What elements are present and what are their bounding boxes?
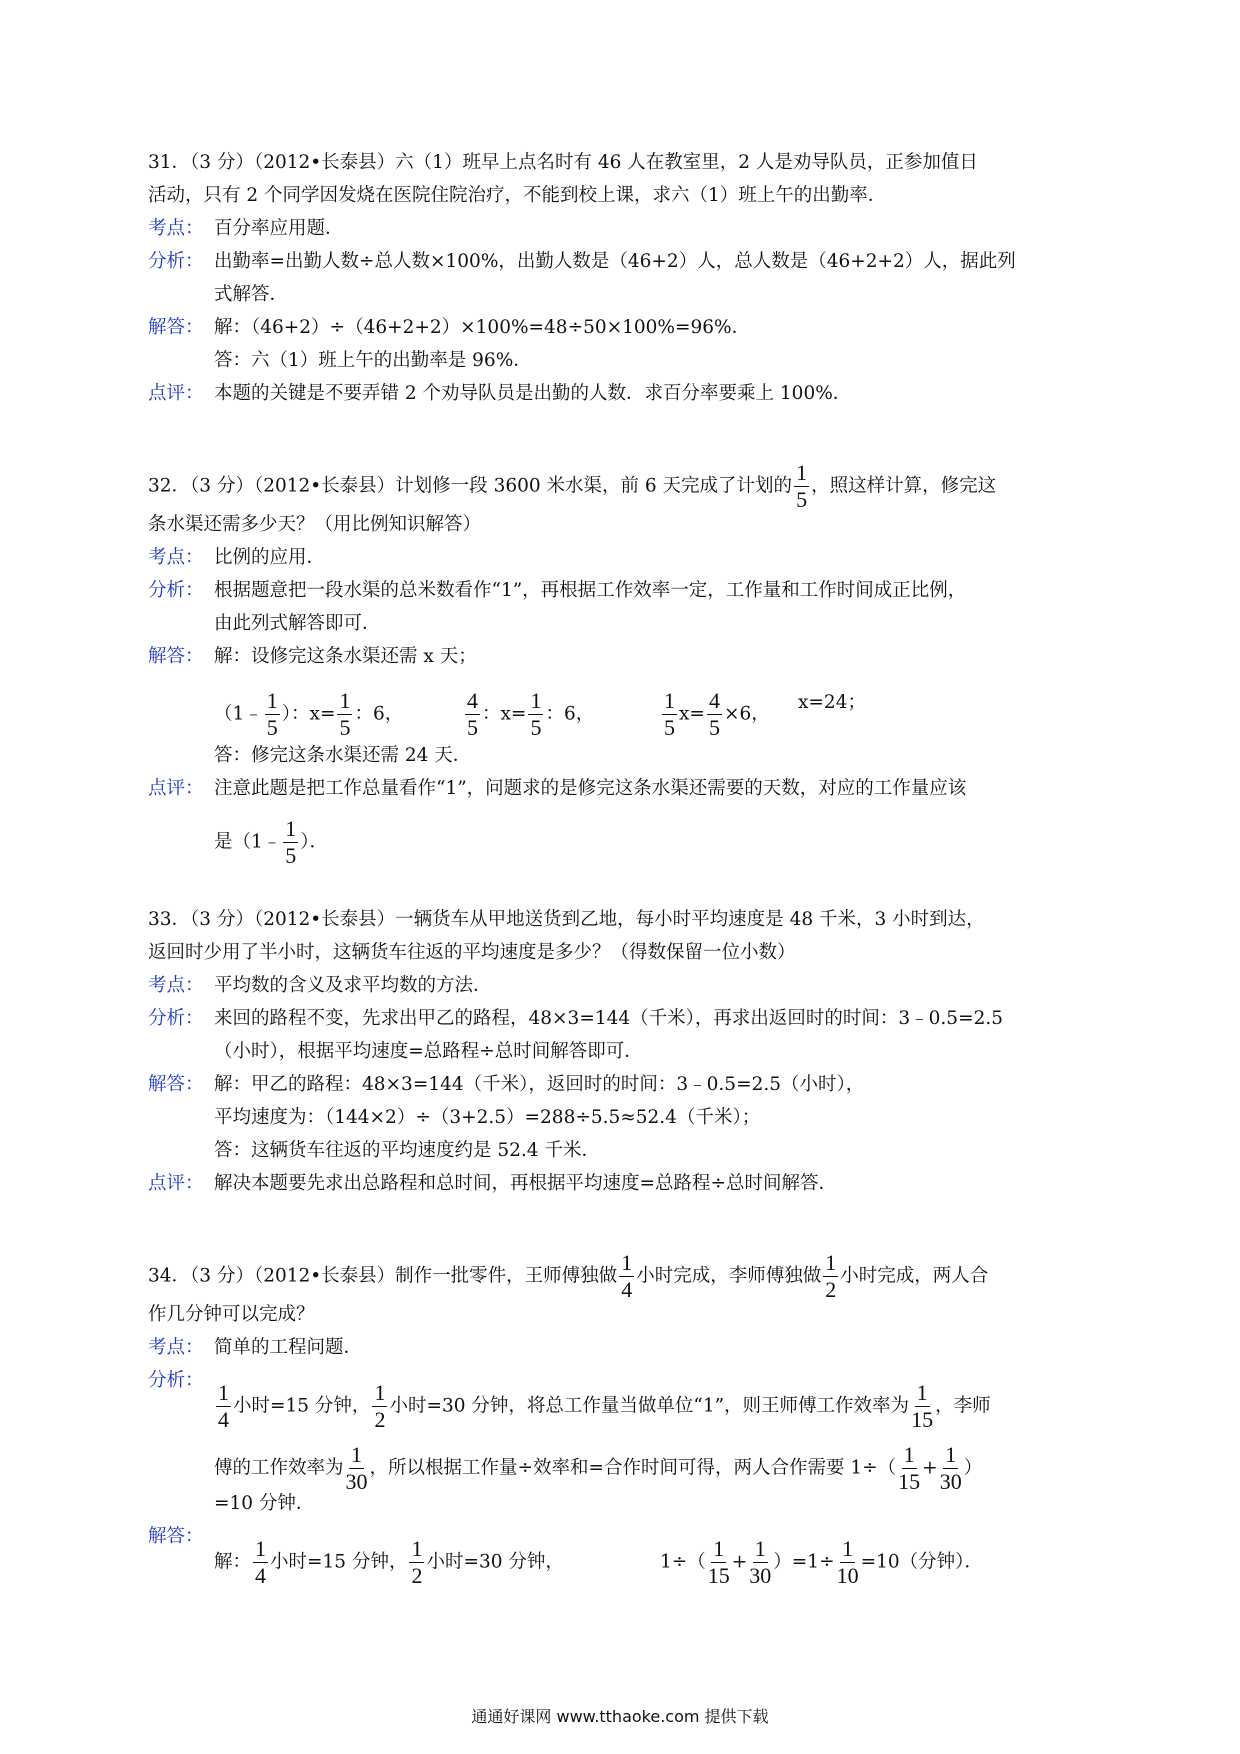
fraction-numerator: 1 bbox=[903, 1442, 915, 1467]
text-segment: 34．（3 分）（2012•长泰县）制作一批零件，王师傅独做 bbox=[148, 1265, 618, 1287]
fraction-numerator: 1 bbox=[621, 1250, 633, 1275]
q32-fenxi-line-2: 由此列式解答即可． bbox=[214, 613, 381, 634]
fraction-denominator: 15 bbox=[911, 1407, 934, 1432]
text-segment: ，照这样计算，修完这 bbox=[811, 475, 997, 497]
q34-kaodian-label: 考点： bbox=[148, 1337, 204, 1358]
q34-text-line-2: 作几分钟可以完成？ bbox=[148, 1304, 315, 1325]
text-segment: （1﹣ bbox=[214, 703, 263, 725]
text-segment: =10（分钟）． bbox=[860, 1551, 983, 1573]
text-segment: 小时完成，李师傅独做 bbox=[636, 1265, 822, 1287]
q33-dianping: 解决本题要先求出总路程和总时间，再根据平均速度=总路程÷总时间解答． bbox=[214, 1173, 838, 1194]
q33-fenxi-line-2: （小时），根据平均速度=总路程÷总时间解答即可． bbox=[214, 1041, 643, 1062]
q33-kaodian: 平均数的含义及求平均数的方法． bbox=[214, 975, 492, 996]
text-segment: 小时=30 分钟， bbox=[426, 1551, 564, 1573]
fraction-numerator: 1 bbox=[351, 1442, 363, 1467]
q32-equation-3 bbox=[660, 690, 770, 739]
q31-dianping: 本题的关键是不要弄错 2 个劝导队员是出勤的人数．求百分率要乘上 100%． bbox=[214, 383, 852, 404]
text-segment: + bbox=[731, 1551, 748, 1573]
q34-text-line-1 bbox=[148, 1252, 988, 1301]
q32-kaodian: 比例的应用． bbox=[214, 547, 326, 568]
fraction-1-5 bbox=[662, 690, 677, 739]
fraction-1-30 bbox=[940, 1444, 962, 1493]
fraction-denominator: 5 bbox=[467, 715, 478, 740]
q33-jieda-line-3: 答：这辆货车往返的平均速度约是 52.4 千米． bbox=[214, 1140, 600, 1161]
q31-jieda-line-1: 解：（46+2）÷（46+2+2）×100%=48÷50×100%=96%． bbox=[214, 317, 751, 338]
q33-jieda-label: 解答： bbox=[148, 1074, 204, 1095]
q32-text-line-2: 条水渠还需多少天？（用比例知识解答） bbox=[148, 514, 482, 535]
q32-text-line-1 bbox=[148, 462, 996, 511]
fraction-numerator: 1 bbox=[411, 1536, 423, 1561]
fraction-1-2 bbox=[409, 1538, 424, 1587]
fraction-numerator: 1 bbox=[285, 816, 297, 841]
fraction-denominator: 4 bbox=[621, 1277, 633, 1302]
text-segment: 是（1﹣ bbox=[214, 831, 282, 853]
fraction-numerator: 1 bbox=[339, 688, 351, 713]
fraction-denominator: 5 bbox=[266, 715, 278, 740]
q32-jieda-line-1: 解：设修完这条水渠还需 x 天； bbox=[214, 646, 477, 667]
fraction-numerator: 4 bbox=[708, 688, 720, 713]
fraction-denominator: 30 bbox=[939, 1469, 962, 1494]
q32-equation-1 bbox=[214, 690, 403, 739]
fraction-1-15 bbox=[708, 1538, 730, 1587]
fraction-denominator: 5 bbox=[530, 715, 542, 740]
text-segment: 小时=30 分钟，将总工作量当做单位“1”，则王师傅工作效率为 bbox=[389, 1395, 910, 1417]
fraction-1-5 bbox=[283, 818, 298, 867]
q33-jieda-line-1: 解：甲乙的路程：48×3=144（千米），返回时的时间：3﹣0.5=2.5（小时）， bbox=[214, 1074, 865, 1095]
text-segment: 1÷（ bbox=[660, 1551, 706, 1573]
fraction-denominator: 2 bbox=[411, 1563, 423, 1588]
fraction-1-15 bbox=[898, 1444, 920, 1493]
q32-fenxi-label: 分析： bbox=[148, 580, 204, 601]
fraction-numerator: 1 bbox=[916, 1380, 928, 1405]
text-segment: ） bbox=[963, 1457, 983, 1479]
fraction-1-5 bbox=[528, 690, 543, 739]
fraction-1-5 bbox=[265, 690, 280, 739]
fraction-numerator: 1 bbox=[218, 1380, 229, 1405]
text-segment: ）=1÷ bbox=[773, 1551, 835, 1573]
fraction-1-30 bbox=[346, 1444, 368, 1493]
fraction-denominator: 5 bbox=[664, 715, 675, 740]
fraction-numerator: 1 bbox=[374, 1380, 386, 1405]
q34-fenxi-line-2 bbox=[214, 1444, 982, 1493]
q33-text-line-2: 返回时少用了半小时，这辆货车往返的平均速度是多少？（得数保留一位小数） bbox=[148, 942, 796, 963]
fraction-numerator: 4 bbox=[467, 688, 478, 713]
q33-jieda-line-2: 平均速度为：（144×2）÷（3+2.5）=288÷5.5≈52.4（千米）； bbox=[214, 1107, 761, 1128]
fraction-1-4 bbox=[619, 1252, 634, 1301]
fraction-1-5 bbox=[337, 690, 352, 739]
fraction-numerator: 1 bbox=[255, 1536, 267, 1561]
fraction-denominator: 5 bbox=[708, 715, 720, 740]
q31-fenxi-label: 分析： bbox=[148, 251, 204, 272]
q34-fenxi-line-1 bbox=[214, 1382, 991, 1431]
text-segment: ，李师 bbox=[935, 1395, 991, 1417]
fraction-denominator: 2 bbox=[374, 1407, 386, 1432]
fraction-numerator: 1 bbox=[796, 460, 808, 485]
text-segment: 小时=15 分钟， bbox=[233, 1395, 371, 1417]
fraction-numerator: 1 bbox=[664, 688, 675, 713]
fraction-denominator: 30 bbox=[749, 1563, 772, 1588]
q33-dianping-label: 点评： bbox=[148, 1173, 204, 1194]
q33-text-line-1: 33．（3 分）（2012•长泰县）一辆货车从甲地送货到乙地，每小时平均速度是 48 千米，3 小时到达， bbox=[148, 909, 985, 930]
fraction-numerator: 1 bbox=[530, 688, 542, 713]
q31-fenxi-line-2: 式解答． bbox=[214, 284, 289, 305]
text-segment: ，所以根据工作量÷效率和=合作时间可得，两人合作需要 1÷（ bbox=[369, 1457, 897, 1479]
text-segment: ）：x= bbox=[281, 703, 336, 725]
q32-dianping-line-2 bbox=[214, 818, 328, 867]
q32-dianping-label: 点评： bbox=[148, 778, 204, 799]
fraction-1-2 bbox=[372, 1382, 387, 1431]
q34-jieda-label: 解答： bbox=[148, 1526, 204, 1547]
q31-text-line-2: 活动，只有 2 个同学因发烧在医院住院治疗，不能到校上课，求六（1）班上午的出勤率． bbox=[148, 185, 887, 206]
fraction-denominator: 30 bbox=[345, 1469, 368, 1494]
q31-jieda-line-2: 答：六（1）班上午的出勤率是 96%． bbox=[214, 350, 532, 371]
q32-kaodian-label: 考点： bbox=[148, 547, 204, 568]
q34-jieda-equation bbox=[660, 1538, 983, 1587]
q32-dianping-line-1: 注意此题是把工作总量看作“1”，问题求的是修完这条水渠还需要的天数，对应的工作量应该 bbox=[214, 778, 967, 799]
text-segment: ：x= bbox=[482, 703, 527, 725]
q31-kaodian-label: 考点： bbox=[148, 218, 204, 239]
fraction-1-4 bbox=[253, 1538, 268, 1587]
q32-jieda-label: 解答： bbox=[148, 646, 204, 667]
q33-fenxi-line-1: 来回的路程不变，先求出甲乙的路程，48×3=144（千米），再求出返回时的时间：3﹣0.5=2.5 bbox=[214, 1008, 1003, 1029]
q32-jieda-answer: 答：修完这条水渠还需 24 天． bbox=[214, 745, 472, 766]
fraction-denominator: 5 bbox=[796, 487, 808, 512]
q32-equation-2 bbox=[463, 690, 594, 739]
text-segment: 解： bbox=[214, 1551, 252, 1573]
fraction-numerator: 1 bbox=[945, 1442, 957, 1467]
fraction-4-5 bbox=[465, 690, 480, 739]
fraction-1-30 bbox=[749, 1538, 771, 1587]
page-footer: 通通好课网 www.tthaoke.com 提供下载 bbox=[471, 1707, 769, 1726]
text-segment: ）． bbox=[300, 831, 329, 853]
fraction-denominator: 5 bbox=[339, 715, 351, 740]
fraction-denominator: 15 bbox=[707, 1563, 730, 1588]
q31-text-line-1: 31．（3 分）（2012•长泰县）六（1）班早上点名时有 46 人在教室里，2 人是劝导队员，正参加值日 bbox=[148, 152, 978, 173]
fraction-numerator: 1 bbox=[713, 1536, 725, 1561]
fraction-numerator: 1 bbox=[754, 1536, 766, 1561]
text-segment: 小时完成，两人合 bbox=[840, 1265, 989, 1287]
text-segment: ：6， bbox=[354, 703, 404, 725]
q34-fenxi-line-3: =10 分钟． bbox=[214, 1493, 315, 1514]
fraction-denominator: 15 bbox=[898, 1469, 921, 1494]
fraction-numerator: 1 bbox=[266, 688, 278, 713]
fraction-1-4 bbox=[216, 1382, 231, 1431]
fraction-numerator: 1 bbox=[842, 1536, 854, 1561]
text-segment: x= bbox=[679, 703, 705, 725]
text-segment: + bbox=[922, 1457, 938, 1479]
q32-equation-4: x=24； bbox=[798, 692, 866, 713]
q32-fenxi-line-1: 根据题意把一段水渠的总米数看作“1”，再根据工作效率一定，工作量和工作时间成正比例， bbox=[214, 580, 967, 601]
fraction-4-5 bbox=[707, 690, 722, 739]
q33-kaodian-label: 考点： bbox=[148, 975, 204, 996]
fraction-1-15 bbox=[911, 1382, 933, 1431]
text-segment: 傅的工作效率为 bbox=[214, 1457, 344, 1479]
q34-kaodian: 简单的工程问题． bbox=[214, 1337, 363, 1358]
fraction-denominator: 10 bbox=[836, 1563, 859, 1588]
fraction-numerator: 1 bbox=[825, 1250, 837, 1275]
fraction-denominator: 4 bbox=[255, 1563, 267, 1588]
fraction-denominator: 4 bbox=[218, 1407, 229, 1432]
q31-dianping-label: 点评： bbox=[148, 383, 204, 404]
q31-fenxi-line-1: 出勤率=出勤人数÷总人数×100%，出勤人数是（46+2）人，总人数是（46+2+2）人，据此列 bbox=[214, 251, 1016, 272]
q31-jieda-label: 解答： bbox=[148, 317, 204, 338]
fraction-1-2 bbox=[823, 1252, 838, 1301]
text-segment: ：6， bbox=[545, 703, 595, 725]
fraction-1-10 bbox=[837, 1538, 859, 1587]
q31-kaodian: 百分率应用题． bbox=[214, 218, 344, 239]
text-segment: ×6， bbox=[723, 703, 770, 725]
q33-fenxi-label: 分析： bbox=[148, 1008, 204, 1029]
text-segment: 32．（3 分）（2012•长泰县）计划修一段 3600 米水渠，前 6 天完成了计划的 bbox=[148, 475, 793, 497]
q34-fenxi-label: 分析： bbox=[148, 1370, 204, 1391]
fraction-1-5 bbox=[794, 462, 809, 511]
text-segment: 小时=15 分钟， bbox=[270, 1551, 408, 1573]
fraction-denominator: 2 bbox=[825, 1277, 837, 1302]
fraction-denominator: 5 bbox=[285, 843, 297, 868]
q34-jieda-line-1 bbox=[214, 1538, 564, 1587]
